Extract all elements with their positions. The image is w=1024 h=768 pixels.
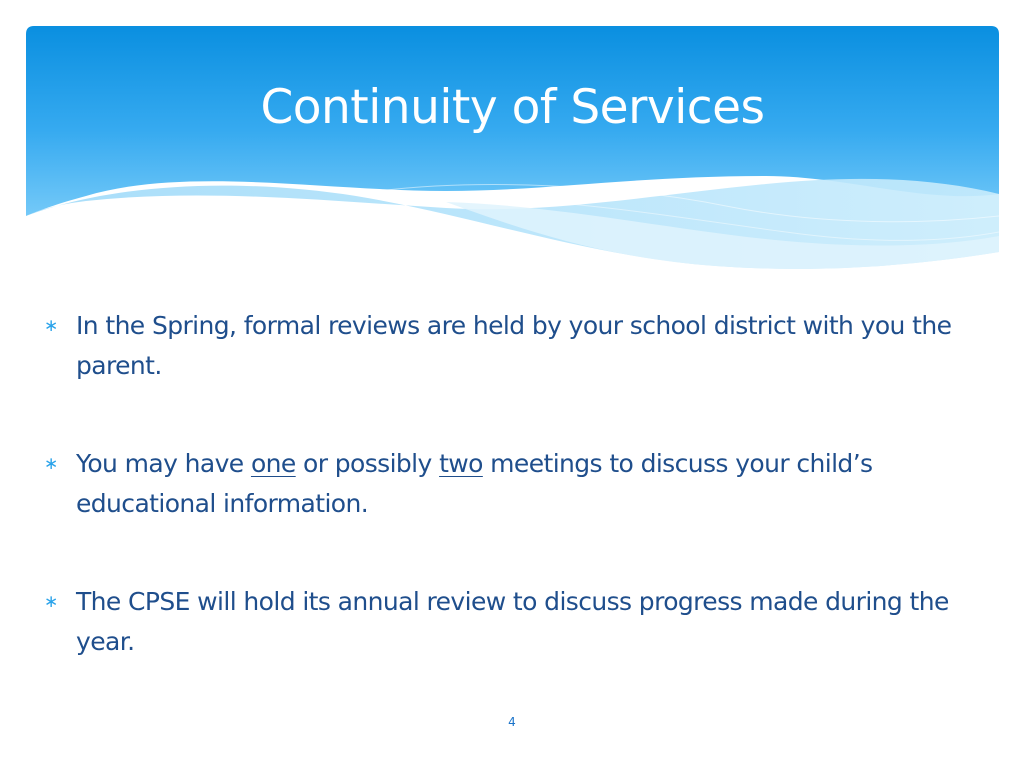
bullet-star-icon: ∗	[44, 592, 58, 612]
bullet-text: meetings to discuss your child’s educational information.	[76, 449, 873, 518]
bullet-item	[40, 444, 980, 524]
bullet-text: You may have	[76, 449, 251, 478]
page-number: 4	[508, 715, 516, 729]
bullet-text: or possibly	[295, 449, 440, 478]
bullet-text: In the Spring, formal reviews are held by your school district with you the parent.	[76, 311, 952, 380]
underlined-word-two: two	[439, 449, 483, 478]
slide-title: Continuity of Services	[260, 80, 765, 135]
bullet-item	[40, 306, 980, 386]
underlined-word-one: one	[250, 449, 296, 478]
bullet-item	[40, 582, 980, 662]
bullet-star-icon: ∗	[44, 454, 58, 474]
title-banner	[26, 26, 999, 296]
wave-banner-graphic	[26, 26, 999, 296]
bullet-text: The CPSE will hold its annual review to discuss progress made during the year.	[76, 587, 949, 656]
bullet-star-icon: ∗	[44, 316, 58, 336]
bullet-list	[40, 306, 980, 720]
